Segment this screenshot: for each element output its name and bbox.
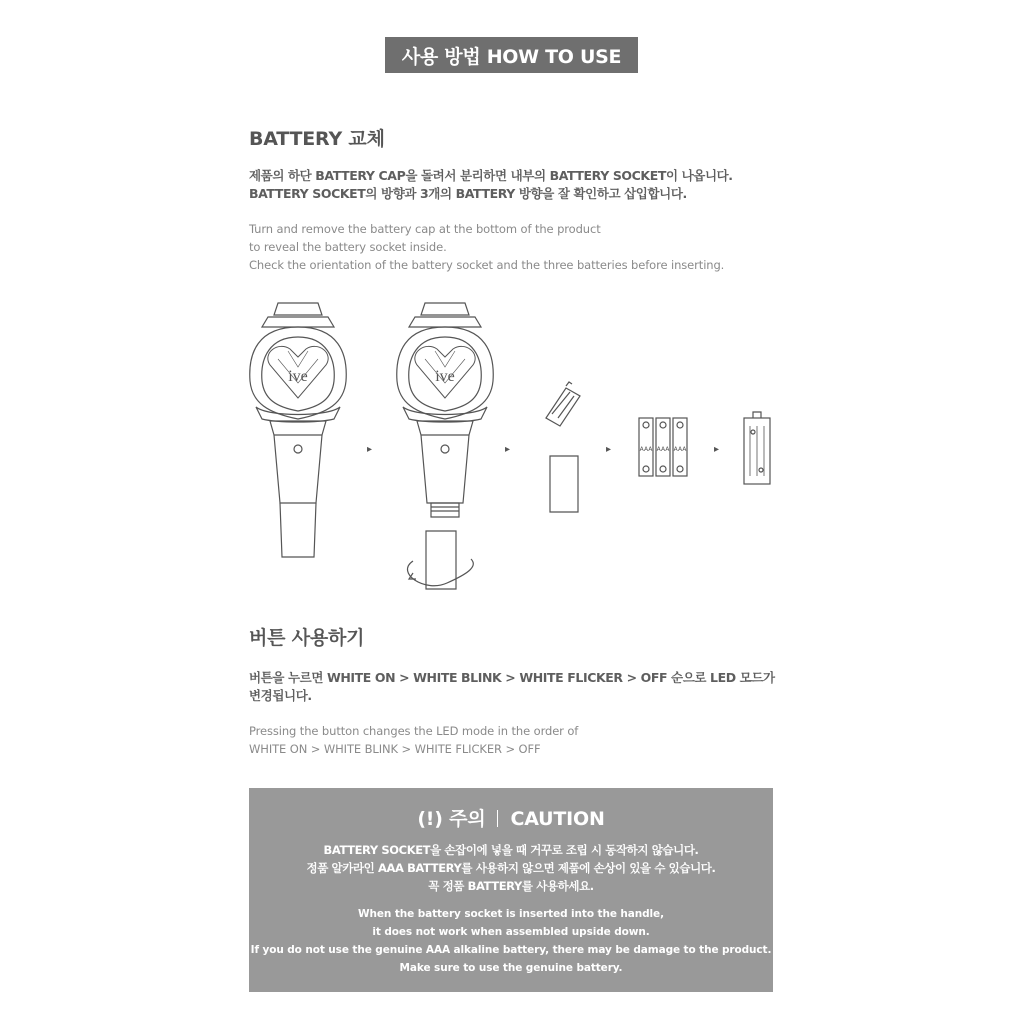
- battery-ko-text: 제품의 하단 BATTERY CAP을 돌려서 분리하면 내부의 BATTERY SOCKET이 나옵니다. BATTERY SOCKET의 방향과 3개의 BATTERY 방향을 잘 확인하고 삽입합니다.: [249, 168, 733, 201]
- step-arrow-3: ▸: [606, 444, 612, 455]
- svg-text:AAA: AAA: [673, 446, 687, 453]
- battery-replacement-illustration: [240, 295, 785, 595]
- caution-en-text: When the battery socket is inserted into the handle, it does not work when assembled upside down. If you do not use the genuine AAA alkaline battery, there may be damage to the product. Make sure to use the genuine battery.: [250, 908, 772, 974]
- button-en-text: Pressing the button changes the LED mode in the order of WHITE ON > WHITE BLINK > WHITE FLICKER > OFF: [249, 724, 579, 756]
- svg-text:AAA: AAA: [656, 446, 670, 453]
- button-ko-text: 버튼을 누르면 WHITE ON > WHITE BLINK > WHITE FLICKER > OFF 순으로 LED 모드가 변경됩니다.: [249, 670, 775, 703]
- battery-socket-loaded-illustration: [744, 412, 770, 484]
- step-arrow-4: ▸: [714, 444, 720, 455]
- caution-title: (!) 주의 CAUTION: [417, 808, 605, 830]
- lightstick-assembled-illustration: [250, 303, 346, 557]
- battery-heading: BATTERY 교체: [249, 128, 385, 150]
- svg-text:AAA: AAA: [639, 446, 653, 453]
- caution-box: [249, 788, 773, 992]
- battery-en-text: Turn and remove the battery cap at the bottom of the product to reveal the battery socket inside. Check the orientation of the battery socket and the three batteries before inserting.: [249, 222, 725, 272]
- svg-text:ive: ive: [288, 368, 308, 385]
- button-heading: 버튼 사용하기: [249, 627, 365, 649]
- lightstick-cap-removed-illustration: [397, 303, 493, 589]
- caution-ko-text: BATTERY SOCKET을 손잡이에 넣을 때 거꾸로 조립 시 동작하지 않습니다. 정품 알카라인 AAA BATTERY를 사용하지 않으면 제품에 손상이 있을 수 있습니다. 꼭 정품 BATTERY를 사용하세요.: [306, 843, 716, 893]
- aaa-batteries-illustration: [639, 418, 687, 476]
- step-arrow-1: ▸: [367, 444, 373, 455]
- page-title: 사용 방법 HOW TO USE: [385, 37, 638, 73]
- step-arrow-2: ▸: [505, 444, 511, 455]
- svg-text:ive: ive: [435, 368, 455, 385]
- battery-socket-illustration: [546, 382, 580, 512]
